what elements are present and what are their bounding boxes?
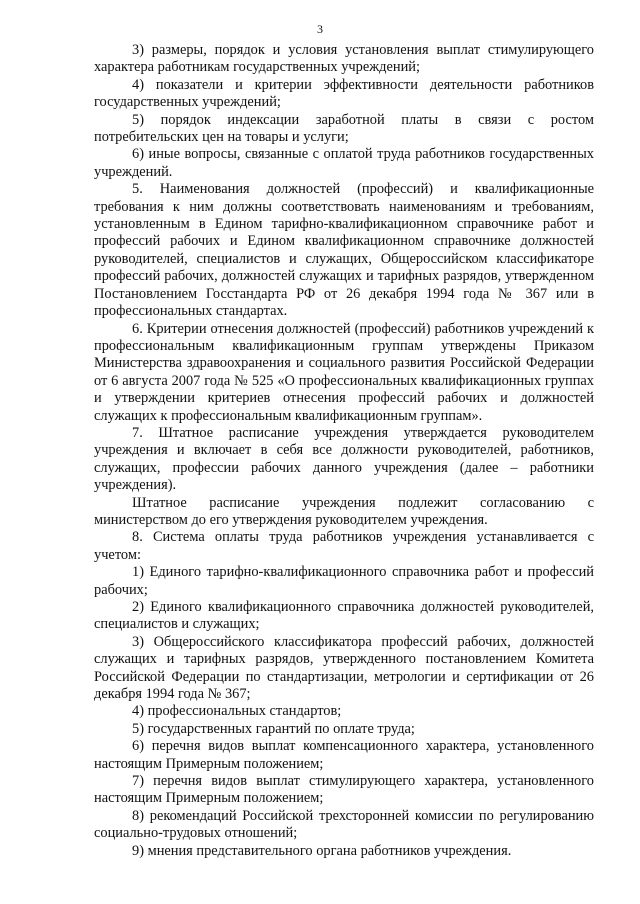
list-item-4-performance-criteria: 4) показатели и критерии эффективности деятельности работников государственных учреждений; xyxy=(94,76,594,111)
pay-basis-item-1: 1) Единого тарифно-квалификационного справочника работ и профессий рабочих; xyxy=(94,564,594,598)
staff-schedule-approval: Штатное расписание учреждения подлежит согласованию с министерством до его утверждения руководителем учреждения. xyxy=(94,494,594,528)
clause-6-criteria: 6. Критерии отнесения должностей (профессий) работников учреждений к профессиональным квалификационным группам утверждены Приказом Министерства здравоохранения и социального развития Российской Федерации от 6 августа 2007 года № 525 «О профессиональных квалификационных группах и утверждении критериев отнесения профессий рабочих и должностей служащих к профессиональным квалификационным группам». xyxy=(94,320,594,424)
pay-basis-item-3: 3) Общероссийского классификатора профессий рабочих, должностей служащих и тарифных разрядов, утвержденного постановлением Комитета Российской Федерации по стандартизации, метрологии и сертификации от 26 декабря 1994 года № 367; xyxy=(94,633,594,703)
pay-basis-item-7: 7) перечня видов выплат стимулирующего характера, установленного настоящим Примерным положением; xyxy=(94,773,594,807)
pay-basis-item-8: 8) рекомендаций Российской трехсторонней комиссии по регулированию социально-трудовых отношений; xyxy=(94,807,594,842)
list-item-3-bonus-payments: 3) размеры, порядок и условия установления выплат стимулирующего характера работникам государственных учреждений; xyxy=(94,42,594,76)
document-body xyxy=(94,42,594,860)
list-item-6-other-questions: 6) иные вопросы, связанные с оплатой труда работников государственных учреждений. xyxy=(94,146,594,180)
list-item-5-wage-indexation: 5) порядок индексации заработной платы в связи с ростом потребительских цен на товары и услуги; xyxy=(94,111,594,146)
pay-basis-item-9: 9) мнения представительного органа работников учреждения. xyxy=(132,842,512,859)
pay-basis-item-2: 2) Единого квалификационного справочника должностей руководителей, специалистов и служащих; xyxy=(94,599,594,633)
pay-basis-item-4: 4) профессиональных стандартов; xyxy=(132,703,342,720)
clause-8-pay-system: 8. Система оплаты труда работников учреждения устанавливается с учетом: xyxy=(94,529,594,563)
pay-basis-item-6: 6) перечня видов выплат компенсационного характера, установленного настоящим Примерным положением; xyxy=(94,738,594,772)
pay-basis-item-5: 5) государственных гарантий по оплате труда; xyxy=(132,720,415,737)
page-number: 3 xyxy=(317,22,323,36)
clause-5-position-names: 5. Наименования должностей (профессий) и квалификационные требования к ним должны соответствовать наименованиям и требованиям, установленным в Едином тарифно-квалификационном справочнике работ и профессий рабочих и Едином квалификационном справочнике должностей руководителей, специалистов и служащих, Общероссийском классификаторе профессий рабочих, должностей служащих и тарифных разрядов, утвержденном Постановлением Госстандарта РФ от 26 декабря 1994 года № 367 или в профессиональных стандартах. xyxy=(94,181,594,320)
clause-7-staff-schedule: 7. Штатное расписание учреждения утверждается руководителем учреждения и включает в себя все должности руководителей, работников, служащих, профессии рабочих данного учреждения (далее – работники учреждения). xyxy=(94,424,594,494)
